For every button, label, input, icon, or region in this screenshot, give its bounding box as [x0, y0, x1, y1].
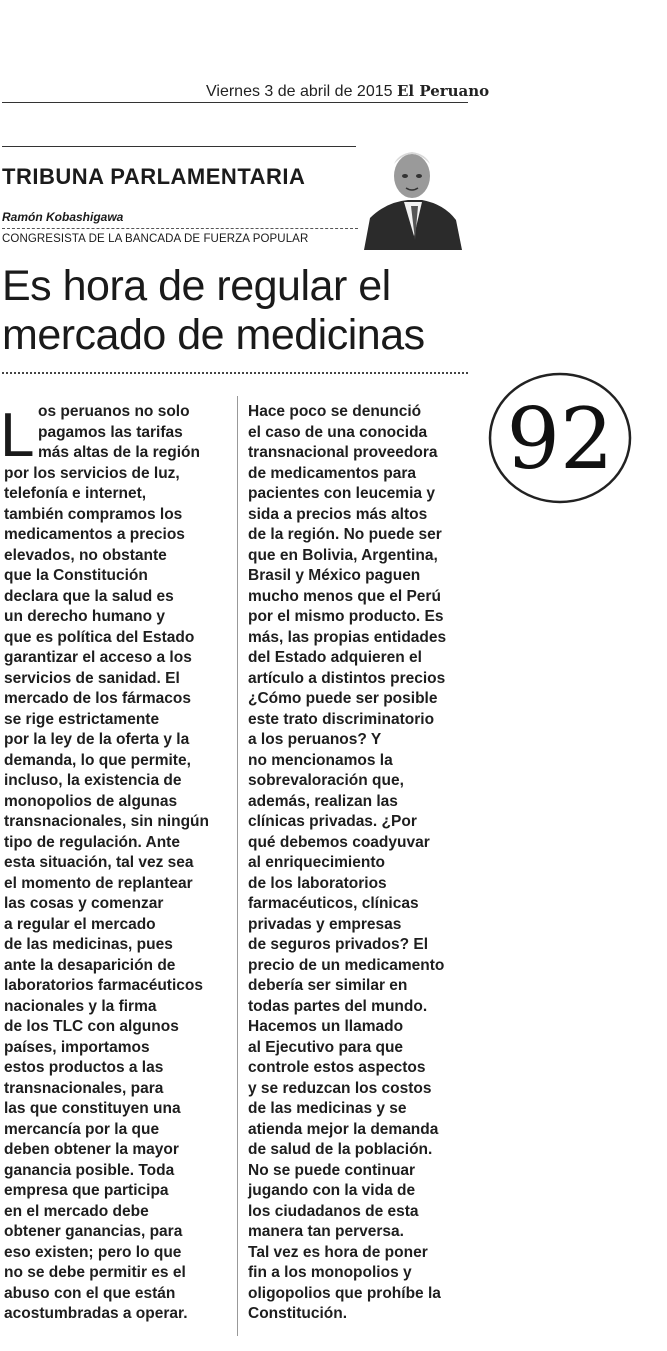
article-line: fin a los monopolios y	[248, 1264, 412, 1281]
article-line: privadas y empresas	[248, 915, 402, 933]
article-line: países, importamos	[4, 1038, 150, 1056]
article-line: oligopolios que prohíbe la	[248, 1284, 441, 1302]
article-line: farmacéuticos, clínicas	[248, 895, 419, 912]
article-line: empresa que participa	[4, 1182, 169, 1199]
column-divider	[237, 396, 238, 1336]
article-line: obtener ganancias, para	[4, 1223, 183, 1240]
article-line: elevados, no obstante	[4, 546, 167, 564]
article-line: las que constituyen una	[4, 1100, 181, 1117]
article-line: a los peruanos? Y	[248, 731, 382, 748]
author-portrait	[356, 140, 468, 250]
article-line: precio de un medicamento	[248, 956, 445, 974]
article-line: demanda, lo que permite,	[4, 751, 191, 769]
article-line: se rige estrictamente	[4, 710, 160, 728]
dateline	[206, 82, 490, 101]
article-line: de la región. No puede ser	[248, 526, 442, 543]
article-line: ¿Cómo puede ser posible	[248, 690, 438, 707]
article-line: mercancía por la que	[4, 1120, 160, 1138]
article-line: más altas de la región	[38, 444, 200, 461]
article-line: que la Constitución	[4, 567, 148, 584]
article-line: un derecho humano y	[4, 608, 166, 625]
article-line: abuso con el que están	[4, 1284, 176, 1302]
headline-dotted-rule	[2, 372, 468, 374]
article-line: de salud de la población.	[248, 1141, 433, 1158]
headline-line-2: mercado de medicinas	[2, 311, 425, 359]
article-line: Brasil y México paguen	[248, 567, 421, 584]
article-line: el caso de una conocida	[248, 423, 428, 441]
article-line: también compramos los	[4, 505, 183, 523]
article-line: de los laboratorios	[248, 874, 387, 892]
article-line: qué debemos coadyuvar	[248, 833, 430, 851]
author-name: Ramón Kobashigawa	[2, 210, 124, 224]
author-divider	[2, 228, 358, 229]
article-column-left	[4, 402, 228, 1325]
article-line: estos productos a las	[4, 1059, 164, 1076]
article-line: de las medicinas, pues	[4, 936, 173, 953]
article-line: nacionales y la firma	[4, 997, 157, 1015]
headline-line-1: Es hora de regular el	[2, 262, 391, 310]
article-line: declara que la salud es	[4, 587, 174, 605]
article-line: que en Bolivia, Argentina,	[248, 546, 438, 564]
article-line: de los TLC con algunos	[4, 1018, 179, 1035]
article-line: todas partes del mundo.	[248, 997, 428, 1015]
issue-date: Viernes 3 de abril de 2015	[206, 83, 393, 100]
article-line: el momento de replantear	[4, 874, 193, 892]
article-line: No se puede continuar	[248, 1161, 416, 1179]
article-line: del Estado adquieren el	[248, 649, 422, 666]
article-line: por la ley de la oferta y la	[4, 731, 190, 748]
author-role: CONGRESISTA DE LA BANCADA DE FUERZA POPULAR	[2, 233, 309, 245]
article-line: Hacemos un llamado	[248, 1018, 404, 1035]
article-line: transnacional proveedora	[248, 444, 438, 461]
article-line: Constitución.	[248, 1305, 348, 1322]
article-line: debería ser similar en	[248, 977, 408, 994]
article-line: al enriquecimiento	[248, 854, 385, 871]
drop-cap: L	[0, 401, 35, 470]
article-line: y se reduzcan los costos	[248, 1079, 432, 1097]
article-line: pagamos las tarifas	[38, 423, 183, 441]
article-line: tipo de regulación. Ante	[4, 833, 180, 851]
article-line: Hace poco se denunció	[248, 403, 422, 420]
article-line: de seguros privados? El	[248, 936, 429, 953]
article-line: no mencionamos la	[248, 751, 393, 769]
article-line: pacientes con leucemia y	[248, 485, 435, 502]
section-title: TRIBUNA PARLAMENTARIA	[2, 164, 306, 189]
article-line: atienda mejor la demanda	[248, 1120, 439, 1138]
article-line: incluso, la existencia de	[4, 772, 182, 789]
article-line: os peruanos no solo	[38, 403, 190, 420]
article-line: monopolios de algunas	[4, 792, 178, 810]
article-line: deben obtener la mayor	[4, 1141, 179, 1158]
article-line: ante la desaparición de	[4, 956, 176, 974]
newspaper-name: El Peruano	[396, 82, 490, 100]
article-line: medicamentos a precios	[4, 526, 185, 543]
article-line: a regular el mercado	[4, 915, 156, 933]
article-line: jugando con la vida de	[248, 1182, 416, 1199]
article-line: más, las propias entidades	[248, 628, 447, 646]
article-line: esta situación, tal vez sea	[4, 854, 194, 871]
article-line: además, realizan las	[248, 792, 398, 810]
article-line: este trato discriminatorio	[248, 710, 435, 728]
article-line: de medicamentos para	[248, 464, 416, 482]
article-column-right	[248, 402, 470, 1325]
article-line: que es política del Estado	[4, 628, 195, 646]
article-line: manera tan perversa.	[248, 1223, 404, 1240]
article-line: artículo a distintos precios	[248, 669, 446, 687]
article-line: eso existen; pero lo que	[4, 1243, 182, 1261]
article-line: controle estos aspectos	[248, 1059, 426, 1076]
article-line: de las medicinas y se	[248, 1100, 407, 1117]
article-line: las cosas y comenzar	[4, 895, 164, 912]
article-line: laboratorios farmacéuticos	[4, 977, 203, 994]
article-line: mucho menos que el Perú	[248, 587, 441, 605]
article-line: en el mercado debe	[4, 1202, 149, 1220]
article-line: ganancia posible. Toda	[4, 1161, 175, 1179]
article-line: Tal vez es hora de poner	[248, 1243, 428, 1261]
handwritten-number-stamp	[484, 368, 636, 508]
top-rule	[2, 102, 468, 103]
article-line: no se debe permitir es el	[4, 1264, 186, 1281]
article-line: telefonía e internet,	[4, 485, 147, 502]
article-line: transnacionales, para	[4, 1079, 164, 1097]
article-line: garantizar el acceso a los	[4, 649, 192, 666]
article-line: servicios de sanidad. El	[4, 669, 180, 687]
stamp-number: 92	[506, 390, 614, 488]
article-line: por el mismo producto. Es	[248, 608, 444, 625]
article-line: los ciudadanos de esta	[248, 1202, 419, 1220]
article-line: sobrevaloración que,	[248, 772, 404, 789]
article-line: al Ejecutivo para que	[248, 1038, 404, 1056]
article-line: transnacionales, sin ningún	[4, 813, 209, 830]
article-line: por los servicios de luz,	[4, 464, 180, 482]
article-line: mercado de los fármacos	[4, 690, 191, 707]
article-line: sida a precios más altos	[248, 505, 428, 523]
article-line: clínicas privadas. ¿Por	[248, 813, 417, 830]
headline	[2, 262, 472, 360]
article-line: acostumbradas a operar.	[4, 1305, 188, 1322]
